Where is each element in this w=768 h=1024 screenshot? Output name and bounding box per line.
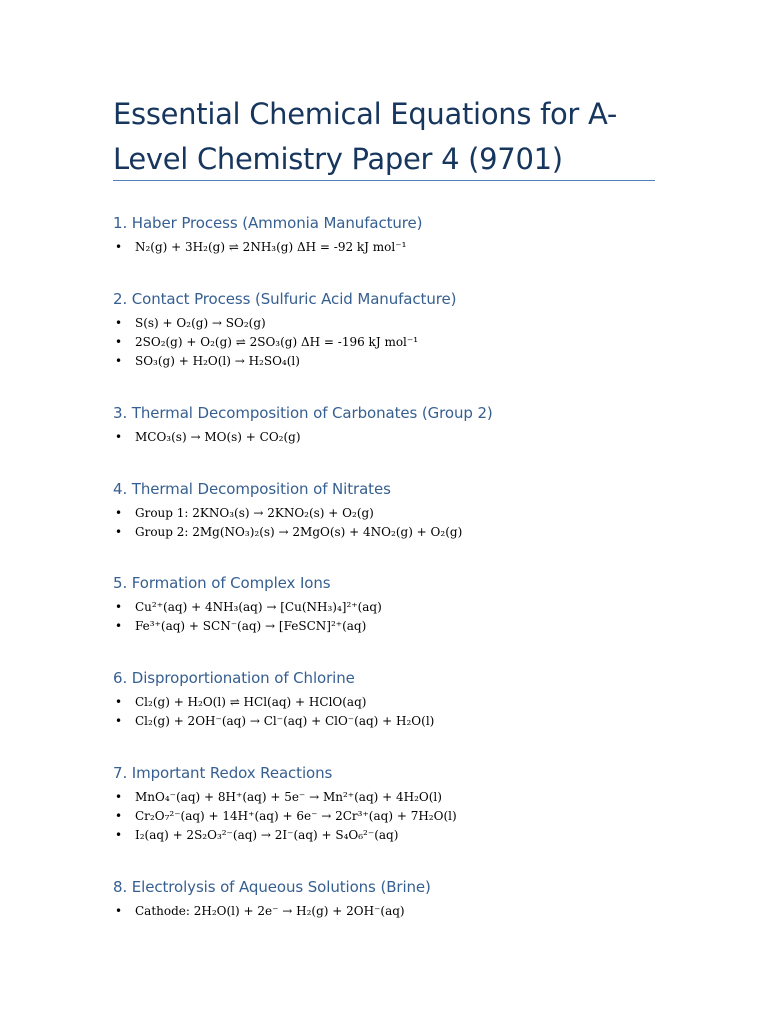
equation-text: Cl₂(g) + H₂O(l) ⇌ HCl(aq) + HClO(aq) xyxy=(135,695,367,709)
equation-list xyxy=(113,238,673,257)
equation-text: MnO₄⁻(aq) + 8H⁺(aq) + 5e⁻ → Mn²⁺(aq) + 4H₂O(l) xyxy=(135,790,442,804)
section-contact-process xyxy=(113,288,673,371)
equation-list xyxy=(113,788,673,845)
equation-text: MCO₃(s) → MO(s) + CO₂(g) xyxy=(135,430,301,444)
equation-text: Fe³⁺(aq) + SCN⁻(aq) → [FeSCN]²⁺(aq) xyxy=(135,619,367,633)
section-heading: 7. Important Redox Reactions xyxy=(113,764,333,782)
section-heading: 4. Thermal Decomposition of Nitrates xyxy=(113,480,391,498)
equation-text: Cathode: 2H₂O(l) + 2e⁻ → H₂(g) + 2OH⁻(aq) xyxy=(135,904,405,918)
equation-item xyxy=(113,314,673,333)
equation-item xyxy=(113,902,673,921)
equation-item xyxy=(113,807,673,826)
section-brine-electrolysis xyxy=(113,876,673,921)
bullet-icon: • xyxy=(115,828,123,842)
equation-item xyxy=(113,352,673,371)
section-haber-process xyxy=(113,212,673,257)
equation-item xyxy=(113,238,673,257)
equation-item xyxy=(113,617,673,636)
section-chlorine-disproportionation xyxy=(113,667,673,731)
bullet-icon: • xyxy=(115,335,123,349)
equation-item xyxy=(113,428,673,447)
equation-list xyxy=(113,428,673,447)
equation-item xyxy=(113,504,673,523)
equation-item xyxy=(113,333,673,352)
equation-list xyxy=(113,693,673,731)
bullet-icon: • xyxy=(115,525,123,539)
equation-text: S(s) + O₂(g) → SO₂(g) xyxy=(135,316,266,330)
equation-list xyxy=(113,598,673,636)
section-heading: 6. Disproportionation of Chlorine xyxy=(113,669,355,687)
section-redox-reactions xyxy=(113,762,673,845)
bullet-icon: • xyxy=(115,506,123,520)
bullet-icon: • xyxy=(115,809,123,823)
section-complex-ions xyxy=(113,572,673,636)
bullet-icon: • xyxy=(115,790,123,804)
equation-list xyxy=(113,504,673,542)
equation-item xyxy=(113,598,673,617)
bullet-icon: • xyxy=(115,714,123,728)
section-carbonate-decomposition xyxy=(113,402,673,447)
section-nitrate-decomposition xyxy=(113,478,673,542)
equation-text: Cr₂O₇²⁻(aq) + 14H⁺(aq) + 6e⁻ → 2Cr³⁺(aq) + 7H₂O(l) xyxy=(135,809,457,823)
bullet-icon: • xyxy=(115,354,123,368)
equation-text: I₂(aq) + 2S₂O₃²⁻(aq) → 2I⁻(aq) + S₄O₆²⁻(aq) xyxy=(135,828,399,842)
equation-text: 2SO₂(g) + O₂(g) ⇌ 2SO₃(g) ΔH = -196 kJ mol⁻¹ xyxy=(135,335,419,349)
bullet-icon: • xyxy=(115,904,123,918)
equation-text: Group 2: 2Mg(NO₃)₂(s) → 2MgO(s) + 4NO₂(g) + O₂(g) xyxy=(135,525,463,539)
equation-list xyxy=(113,314,673,371)
title-underline xyxy=(113,180,655,181)
bullet-icon: • xyxy=(115,240,123,254)
equation-list xyxy=(113,902,673,921)
section-heading: 5. Formation of Complex Ions xyxy=(113,574,331,592)
section-heading: 3. Thermal Decomposition of Carbonates (Group 2) xyxy=(113,404,493,422)
equation-item xyxy=(113,523,673,542)
bullet-icon: • xyxy=(115,695,123,709)
bullet-icon: • xyxy=(115,430,123,444)
equation-item xyxy=(113,712,673,731)
equation-text: Cl₂(g) + 2OH⁻(aq) → Cl⁻(aq) + ClO⁻(aq) + H₂O(l) xyxy=(135,714,435,728)
equation-text: Group 1: 2KNO₃(s) → 2KNO₂(s) + O₂(g) xyxy=(135,506,374,520)
section-heading: 2. Contact Process (Sulfuric Acid Manufacture) xyxy=(113,290,457,308)
document-title: Essential Chemical Equations for A-Level Chemistry Paper 4 (9701) xyxy=(113,97,618,176)
bullet-icon: • xyxy=(115,600,123,614)
bullet-icon: • xyxy=(115,316,123,330)
equation-text: SO₃(g) + H₂O(l) → H₂SO₄(l) xyxy=(135,354,300,368)
equation-text: Cu²⁺(aq) + 4NH₃(aq) → [Cu(NH₃)₄]²⁺(aq) xyxy=(135,600,382,614)
section-heading: 1. Haber Process (Ammonia Manufacture) xyxy=(113,214,423,232)
bullet-icon: • xyxy=(115,619,123,633)
equation-item xyxy=(113,693,673,712)
section-heading: 8. Electrolysis of Aqueous Solutions (Brine) xyxy=(113,878,431,896)
equation-item xyxy=(113,826,673,845)
equation-item xyxy=(113,788,673,807)
equation-text: N₂(g) + 3H₂(g) ⇌ 2NH₃(g) ΔH = -92 kJ mol⁻¹ xyxy=(135,240,407,254)
